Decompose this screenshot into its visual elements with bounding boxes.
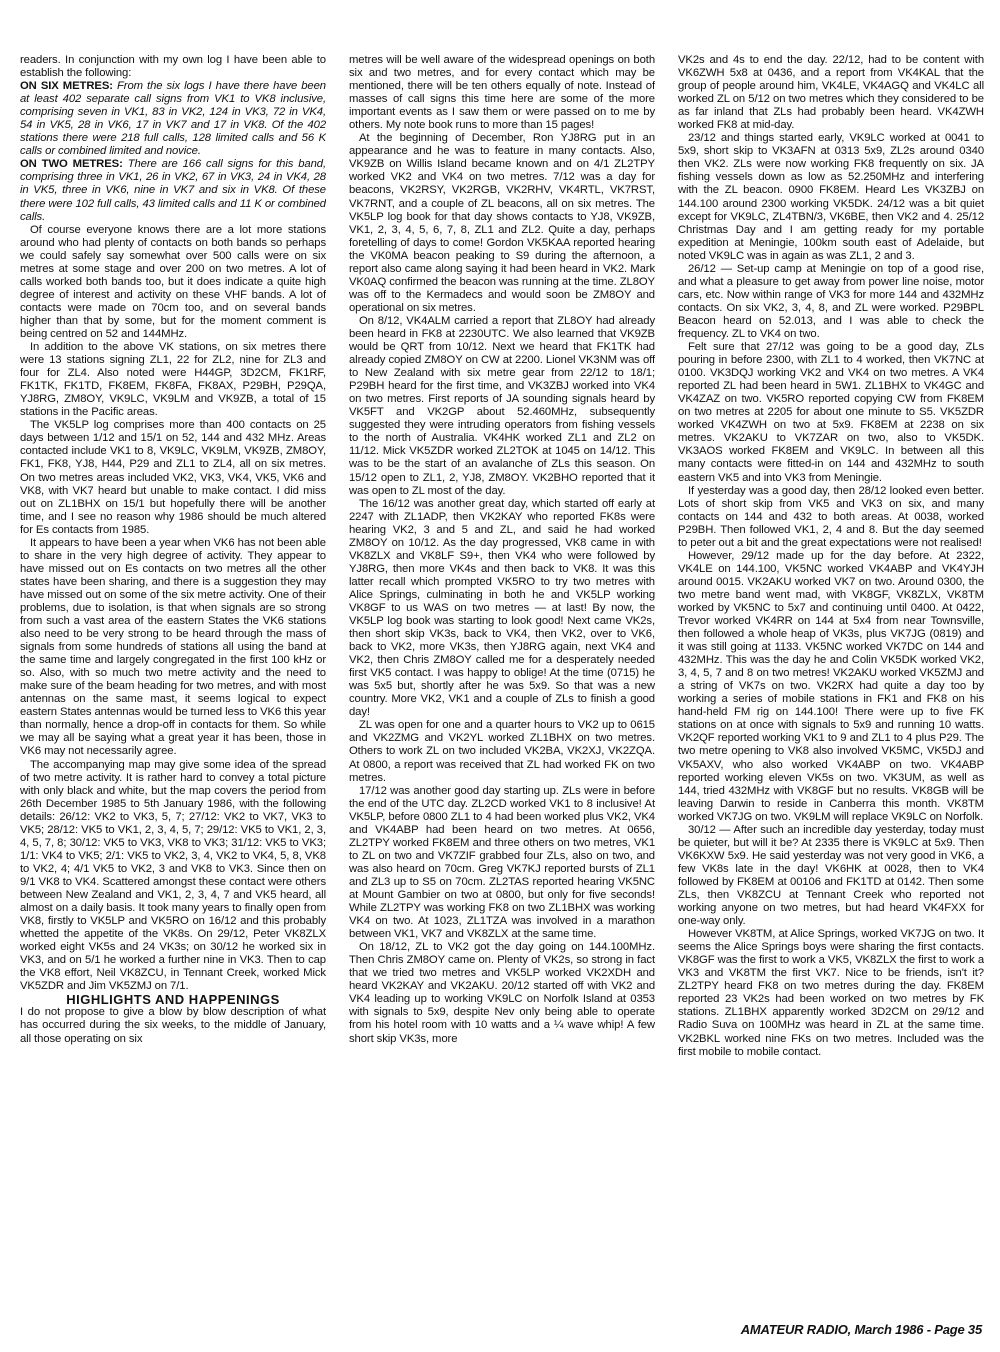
paragraph: If yesterday was a good day, then 28/12 looked even better. Lots of short skip from VK5 and VK3 on six, and many contacts on 144 and 432 to both areas. At 0038, worked P29BH. Then followed VK1, 2, 4 and 8. But the day seemed to peter out a bit and the great expectations were not realised! <box>678 484 984 549</box>
section-heading: HIGHLIGHTS AND HAPPENINGS <box>66 992 280 1008</box>
paragraph: The VK5LP log comprises more than 400 contacts on 25 days between 1/12 and 15/1 on 52, 144 and 432 MHz. Areas contacted include VK1 to 8, VK9LC, VK9LM, VK9ZB, ZM8OY, FK1, FK8, YJ8, H44, P29 and ZL1 to ZL4, all on six metres. On two metres areas included VK2, VK3, VK4, VK5, VK6 and VK8, with VK7 heard but unable to make contact. I did miss out on ZL1BHX on 15/1 but hopefully there will be another time, and I see no reason why 1986 should be much altered for Es contacts from 1985. <box>20 419 326 536</box>
paragraph: However, 29/12 made up for the day before. At 2322, VK4LE on 144.100, VK5NC worked VK4ABP and VK4YJH around 0015. VK2AKU worked VK7 on two. Around 0300, the two metre band went mad, with VK8GF, VK8ZLX, VK8TM worked by VK5NC to 5x7 and continuing until 0400. At 0422, Trevor worked VK4RR on 144 at 5x4 from near Townsville, then followed a whole heap of VK3s, plus VK7JG (0819) and it was still going at 1133. VK5NC worked VK7DC on 144 and 432MHz. This was the day he and Colin VK5DK worked VK2, 3, 4, 5, 7 and 8 on two metres! VK2AKU worked VK5ZMJ and a string of VK7s on two. VK2RX had quite a day too by working a series of mobile stations in FK1 and FK8 on his hand-held FM rig on 144.100! There were up to five FK stations on at once with signals to 5x9 and running 10 watts. VK2QF reported working VK1 to 9 and ZL1 to 4 plus P29. The two metre opening to VK8 also involved VK5MC, VK5DJ and VK5AXV, who also worked VK4ABP on two. VK4ABP reported working eleven VK5s on two. VK3UM, as well as 144, tried 432MHz with VK8GF but no results. VK8GB will be leaving Darwin to reside in Canberra this month. VK8TM worked VK7JG on two. VK9LM will replace VK9LC on Norfolk. <box>678 549 984 823</box>
paragraph: It appears to have been a year when VK6 has not been able to share in the very high degree of activity. They appear to have missed out on Es contacts on two metres all the other states have been sharing, and there is a suggestion they may have missed out on some of the six metre activity. One of their problems, due to isolation, is that when signals are so strong from such a vast area of the eastern States the VK6 stations also need to be very strong to be heard through the mass of signals from some hundreds of stations all using the band at the same time and largely congregated in the first 100 kHz or so. Also, with so much two metre activity and the need to make sure of the beam heading for two metres, and with most antennas on the same mast, it seems logical to expect eastern States antennas would be turned less to VK6 this year than normally, hence a drop-off in contacts for them. So while we may all be saying what a great year it has been, those in VK6 may not necessarily agree. <box>20 536 326 758</box>
paragraph: 30/12 — After such an incredible day yesterday, today must be quieter, but will it be? At 2335 there is VK9LC at 5x9. Then VK6KXW 5x9. He said yesterday was not very good in VK6, a few VK8s late in the day! VK6HK at 0028, then to VK4 followed by FK8EM at 00106 and FK1TD at 0142. Then some ZLs, then VK8ZCU at Tennant Creek who reported not working anyone on two metres, but had heard VK4FXX for one-way only. <box>678 823 984 928</box>
column-3 <box>678 54 984 1312</box>
paragraph: Of course everyone knows there are a lot more stations around who had plenty of contacts on both bands so perhaps we could safely say somewhat over 500 calls were on six metres at some stage and over 200 on two metres. A lot of calls worked both bands too, but it does indicate a quite high degree of interest and activity on these VHF bands. A lot of contacts were made on 70cm too, and on several bands higher than that by some, but for the moment comment is being centred on 52 and 144MHz. <box>20 223 326 340</box>
paragraph <box>20 80 326 158</box>
paragraph <box>20 158 326 223</box>
paragraph: readers. In conjunction with my own log I have been able to establish the following: <box>20 54 326 80</box>
footer-date: March 1986 - <box>851 1322 935 1337</box>
paragraph: At the beginning of December, Ron YJ8RG put in an appearance and he was to feature in many contacts. Also, VK9ZB on Willis Island became known and on 4/1 ZL2TPY worked VK2 and VK4 on two metres. 7/12 was a day for beacons, VK2RSY, VK2RGB, VK2RHV, VK4RTL, VK7RST, VK7RNT, and a couple of ZL beacons, all on six metres. The VK5LP log book for that day shows contacts to YJ8, VK9ZB, VK1, 2, 3, 4, 5, 6, 7, 8, ZL1 and ZL2. Quite a day, perhaps foretelling of days to come! Gordon VK5KAA reported hearing the VK0MA beacon peaking to S9 during the afternoon, a report also came along saying it had been heard in VK2. Mark VK0AQ confirmed the beacon was running at the time. ZL8OY was off to the Kermadecs and would soon be ZM8OY and operational on six metres. <box>349 132 655 314</box>
paragraph-italic-text: There are 166 call signs for this band, comprising three in VK1, 26 in VK2, 67 in VK3, 24 in VK4, 28 in VK5, three in VK6, nine in VK7 and six in VK8. Of these there were 102 full calls, 43 limited calls and 11 K or combined calls. <box>20 158 326 223</box>
paragraph: metres will be well aware of the widespread openings on both six and two metres, and for every contact which may be mentioned, there will be ten others equally of note. Instead of masses of call signs this time here are some of the more important events as I saw them or were passed on to me by others. My note book runs to more than 15 pages! <box>349 54 655 132</box>
paragraph: However VK8TM, at Alice Springs, worked VK7JG on two. It seems the Alice Springs boys were sharing the first contacts. VK8GF was the first to work a VK5, VK8ZLX the first to work a VK3 and VK8TM the first VK7. Nice to be friends, isn't it? ZL2TPY heard FK8 on two metres during the day. FK8EM reported 23 VK2s had been worked on two metres by FK stations. ZL1BHX apparently worked 3D2CM on 29/12 and Radio Suva on 100MHz was heard in ZL at the same time. VK2BKL worked nine FKs on two metres. Included was the first mobile to mobile contact. <box>678 928 984 1058</box>
paragraph-lead: ON SIX METRES: <box>20 80 113 93</box>
paragraph: On 18/12, ZL to VK2 got the day going on 144.100MHz. Then Chris ZM8OY came on. Plenty of VK2s, so strong in fact that we tried two metres and VK5LP worked VK2XDH and heard VK2KAY and VK2AKU. 20/12 started off with VK2 and VK4 leading up to working VK9LC on Norfolk Island at 0353 with signals to 5x9, despite Nev only being able to operate from his hotel room with 10 watts and a ¼ wave whip! A few short skip VK3s, more <box>349 941 655 1045</box>
paragraph: I do not propose to give a blow by blow description of what has occurred during the six weeks, to the middle of January, all those operating on six <box>20 1006 326 1045</box>
paragraph: Felt sure that 27/12 was going to be a good day, ZLs pouring in before 2300, with ZL1 to 4 worked, then VK7NC at 0100. VK3DQJ working VK2 and VK4 on two metres. A VK4 reported ZL had been heard in 5W1. ZL1BHX to VK4GC and VK4ZAZ on two. VK5RO reported copying CW from FK8EM on two metres at 2205 for about one minute to S5. VK5ZDR worked VK4ZWH on two at 5x9. FK8EM at 2238 on six metres. VK2AKU to VK7ZAR on two, also to VK5DK. VK3AOS worked FK8EM and VK9LC. In between all this many contacts were fitted-in on 144 and 432MHz to south eastern VK5 and into VK3 from Meningie. <box>678 341 984 484</box>
footer-page-number: Page 35 <box>934 1322 982 1337</box>
paragraph: 26/12 — Set-up camp at Meningie on top of a good rise, and what a pleasure to get away from power line noise, motor cars, etc. Now within range of VK3 for more 144 and 432MHz contacts. On six VK2, 3, 4, 8, and ZL were worked. P29BPL Beacon heard on 52.013, and I was able to check the frequency. ZL to VK4 on two. <box>678 262 984 340</box>
page-footer <box>741 1322 982 1337</box>
paragraph: VK2s and 4s to end the day. 22/12, had to be content with VK6ZWH 5x8 at 0436, and a report from VK4KAL that the group of people around him, VK4LE, VK4AGQ and VK4LC all worked ZL on 5/12 on two metres which they considered to be as far inland that ZLs had probably been heard. VK4ZWH worked FK8 at mid-day. <box>678 54 984 132</box>
footer-publication: AMATEUR RADIO, <box>740 1322 852 1337</box>
text-columns <box>20 54 984 1312</box>
paragraph: 23/12 and things started early, VK9LC worked at 0041 to 5x9, short skip to VK3AFN at 0313 5x9, ZL2s around 0340 then VK2. ZLs were now working FK8 frequently on six. JA fishing vessels down as low as 52.250MHz and interfering with the ZL beacon. 0900 FK8EM. Heard Les VK3ZBJ on 144.100 around 2300 working VK5DK. 24/12 was a bit quiet except for VK9LC, ZL4TBN/3, VK6BE, then VK2 and 4. 25/12 Christmas Day and I am getting ready for my portable expedition at Meningie, 100km south east of Adelaide, but noted VK9LC was in again as was ZL1, 2 and 3. <box>678 132 984 262</box>
paragraph: On 8/12, VK4ALM carried a report that ZL8OY had already been heard in FK8 at 2230UTC. We also learned that VK9ZB would be QRT from 10/12. Next we heard that FK1TK had already copied ZM8OY on CW at 2200. Lionel VK3NM was off to New Zealand with six metre gear from 22/12 to 18/1; P29BH heard for the first time, and VK3ZBJ worked into VK4 on two metres. First reports of JA sounding signals heard by VK5FT and VK2GP about 52.460MHz, subsequently suggested they were intruding operators from fishing vessels to the north of Australia. VK4HK worked ZL1 and ZL2 on 11/12. Mick VK5ZDR worked ZL2TOK at 1045 on 14/12. This was to be the start of an avalanche of ZLs this season. On 15/12 open to ZL1, 2, YJ8, ZM8OY. VK2BHO reported that it was open to ZL most of the day. <box>349 314 655 497</box>
paragraph: The accompanying map may give some idea of the spread of two metre activity. It is rather hard to convey a total picture with only black and white, but the map covers the period from 26th December 1985 to 5th January 1986, with the following details: 26/12: VK2 to VK3, 5, 7; 27/12: VK2 to VK7, VK3 to VK5; 28/12: VK5 to VK1, 2, 3, 4, 5, 7; 29/12: VK5 to VK1, 2, 3, 4, 5, 7, 8; 30/12: VK5 to VK3, VK8 to VK3; 31/12: VK5 to VK3; 1/1: VK4 to VK5; 2/1: VK5 to VK2, 3, 4, VK2 to VK4, 5, 8, VK8 to VK2, 4; 4/1 VK5 to VK2, 3 and VK8 to VK3. Since then on 9/1 VK8 to VK4. Scattered amongst these contact were others between New Zealand and VK1, 2, 3, 4, 7 and VK5 heard, all almost on a daily basis. It took many years to finally open from VK8, firstly to VK5LP and VK5RO on 16/12 and this probably whetted the appetite of the VK8s. On 29/12, Peter VK8ZLX worked eight VK5s and 24 VK3s; on 30/12 he worked six in VK3, and on 5/1 he worked a further nine in VK3. Then to cap the VK8 effort, Neil VK8ZCU, in Tennant Creek, worked Mick VK5ZDR and Jim VK5ZMJ on 7/1. <box>20 758 326 993</box>
paragraph-italic-text: From the six logs I have there have been at least 402 separate call signs from VK1 to VK8 inclusive, comprising seven in VK1, 83 in VK2, 124 in VK3, 72 in VK4, 54 in VK5, 28 in VK6, 17 in VK7 and 17 in VK8. Of the 402 stations there were 218 full calls, 128 limited calls and 56 K calls or combined limited and novice. <box>20 80 326 158</box>
paragraph: In addition to the above VK stations, on six metres there were 13 stations signing ZL1, 22 for ZL2, nine for ZL3 and four for ZL4. Also noted were H44GP, 3D2CM, FK1RF, FK1TK, FK1TD, FK8EM, FK8FA, FK8AX, P29BH, P29QA, YJ8RG, ZM8OY, VK9LC, VK9LM and VK9ZB, a total of 15 stations in the Pacific areas. <box>20 341 326 419</box>
paragraph: ZL was open for one and a quarter hours to VK2 up to 0615 and VK2ZMG and VK2YL worked ZL1BHX on two metres. Others to work ZL on two included VK2BA, VK2XJ, VK2ZQA. At 0800, a report was received that ZL had worked FK on two metres. <box>349 719 655 784</box>
column-2 <box>349 54 655 1312</box>
paragraph: The 16/12 was another great day, which started off early at 2247 with ZL1ADP, then VK2KAY who reported FK8s were hearing VK2, 3 and 5 and ZL, and said he had worked ZM8OY on 10/12. As the day progressed, VK8 came in with VK8ZLX and VK8LF S9+, then VK4 who were followed by YJ8RG, then more VK4s and then back to VK8. It was this latter recall which prompted VK5RO to try two metres with Alice Springs, culminating in both he and VK5LP working VK8GF to us WAS on two metres — at last! By now, the VK5LP log book was starting to look good! Next came VK2s, then short skip VK3s, back to VK4, then VK2, over to VK6, back to VK2, more VK3s, then YJ8RG again, next VK4 and VK2, then Chris ZM8OY called me for a desperately needed first VK5 contact. I was happy to oblige! At the time (0715) he was 5x5 but, shortly after he was 5x9. So that was a new country. More VK2, VK1 and a couple of ZLs to finish a good day! <box>349 497 655 719</box>
paragraph: 17/12 was another good day starting up. ZLs were in before the end of the UTC day. ZL2CD worked VK1 to 8 inclusive! At VK5LP, before 0800 ZL1 to 4 had been worked plus VK2, VK4 and VK4ABP had been heard on two metres. At 0656, ZL2TPY worked FK8EM and three others on two metres, VK1 to ZL on two and VK7ZIF grabbed four ZLs, also on two, and was also heard on 70cm. Greg VK7KJ reported bursts of ZL1 and ZL3 up to S5 on 70cm. ZL2TAS reported hearing VK5NC at Mount Gambier on two at 0800, but only for five seconds! While ZL2TPY was working FK8 on two ZL1BHX was working VK4 on two. At 1023, ZL1TZA was involved in a marathon between VK1, VK7 and VK8ZLX at the same time. <box>349 784 655 941</box>
paragraph-lead: ON TWO METRES: <box>20 158 123 171</box>
column-1 <box>20 54 326 1312</box>
